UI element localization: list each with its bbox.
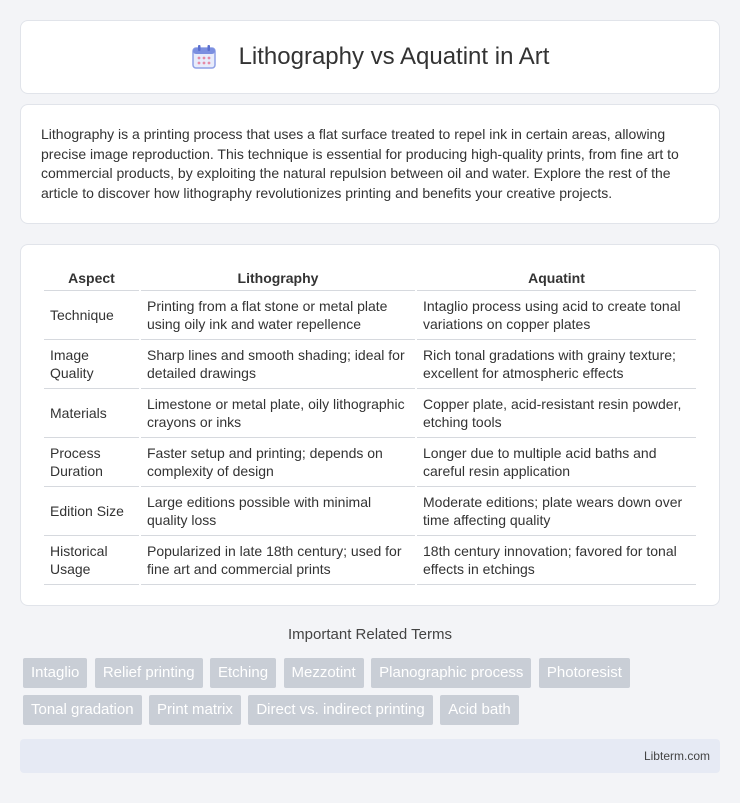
- tag-intaglio[interactable]: Intaglio: [23, 658, 87, 688]
- table-row: [44, 536, 696, 585]
- row-aquatint: Moderate editions; plate wears down over time affecting quality: [417, 487, 696, 536]
- tag-planographic-process[interactable]: Planographic process: [371, 658, 531, 688]
- row-aquatint: Copper plate, acid-resistant resin powder, etching tools: [417, 389, 696, 438]
- intro-text: Lithography is a printing process that uses a flat surface treated to repel ink in certain areas, allowing precise image reproduction. This technique is essential for producing high-quality prints, from fine art to commercial products, by exploiting the natural repulsion between oil and water. Explore the rest of the article to discover how lithography revolutionizes printing and benefits your creative projects.: [41, 126, 679, 201]
- row-lithography: Sharp lines and smooth shading; ideal for detailed drawings: [141, 340, 415, 389]
- row-lithography: Limestone or metal plate, oily lithographic crayons or inks: [141, 389, 415, 438]
- tag-photoresist[interactable]: Photoresist: [539, 658, 630, 688]
- row-aspect: Materials: [44, 389, 139, 438]
- footer-site-link[interactable]: Libterm.com: [643, 749, 710, 763]
- row-aspect: Process Duration: [44, 438, 139, 487]
- table-row: [44, 487, 696, 536]
- table-header-row: [44, 265, 696, 291]
- row-lithography: Faster setup and printing; depends on complexity of design: [141, 438, 415, 487]
- comparison-table: [42, 265, 698, 585]
- header-lithography: Lithography: [141, 265, 415, 291]
- table-row: [44, 291, 696, 340]
- tag-mezzotint[interactable]: Mezzotint: [284, 658, 364, 688]
- related-terms-heading: Important Related Terms: [288, 626, 452, 643]
- tag-relief-printing[interactable]: Relief printing: [95, 658, 203, 688]
- header-aspect: Aspect: [44, 265, 139, 291]
- table-row: [44, 340, 696, 389]
- comparison-table-card: [20, 244, 720, 606]
- row-aquatint: Longer due to multiple acid baths and careful resin application: [417, 438, 696, 487]
- tag-acid-bath[interactable]: Acid bath: [440, 695, 519, 725]
- row-aquatint: Rich tonal gradations with grainy texture; excellent for atmospheric effects: [417, 340, 696, 389]
- page-title: Lithography vs Aquatint in Art: [238, 43, 550, 70]
- tag-tonal-gradation[interactable]: Tonal gradation: [23, 695, 142, 725]
- footer: [20, 739, 720, 773]
- related-terms-list: [23, 658, 723, 732]
- row-lithography: Popularized in late 18th century; used for fine art and commercial prints: [141, 536, 415, 585]
- table-row: [44, 438, 696, 487]
- row-lithography: Printing from a flat stone or metal plate using oily ink and water repellence: [141, 291, 415, 340]
- row-lithography: Large editions possible with minimal quality loss: [141, 487, 415, 536]
- tag-etching[interactable]: Etching: [210, 658, 276, 688]
- row-aquatint: 18th century innovation; favored for tonal effects in etchings: [417, 536, 696, 585]
- table-row: [44, 389, 696, 438]
- calendar-icon: [191, 44, 217, 70]
- intro-card: [20, 104, 720, 224]
- tag-direct-vs-indirect-printing[interactable]: Direct vs. indirect printing: [248, 695, 432, 725]
- title-card: [20, 20, 720, 94]
- row-aspect: Technique: [44, 291, 139, 340]
- header-aquatint: Aquatint: [417, 265, 696, 291]
- row-aquatint: Intaglio process using acid to create tonal variations on copper plates: [417, 291, 696, 340]
- row-aspect: Historical Usage: [44, 536, 139, 585]
- row-aspect: Edition Size: [44, 487, 139, 536]
- tag-print-matrix[interactable]: Print matrix: [149, 695, 241, 725]
- row-aspect: Image Quality: [44, 340, 139, 389]
